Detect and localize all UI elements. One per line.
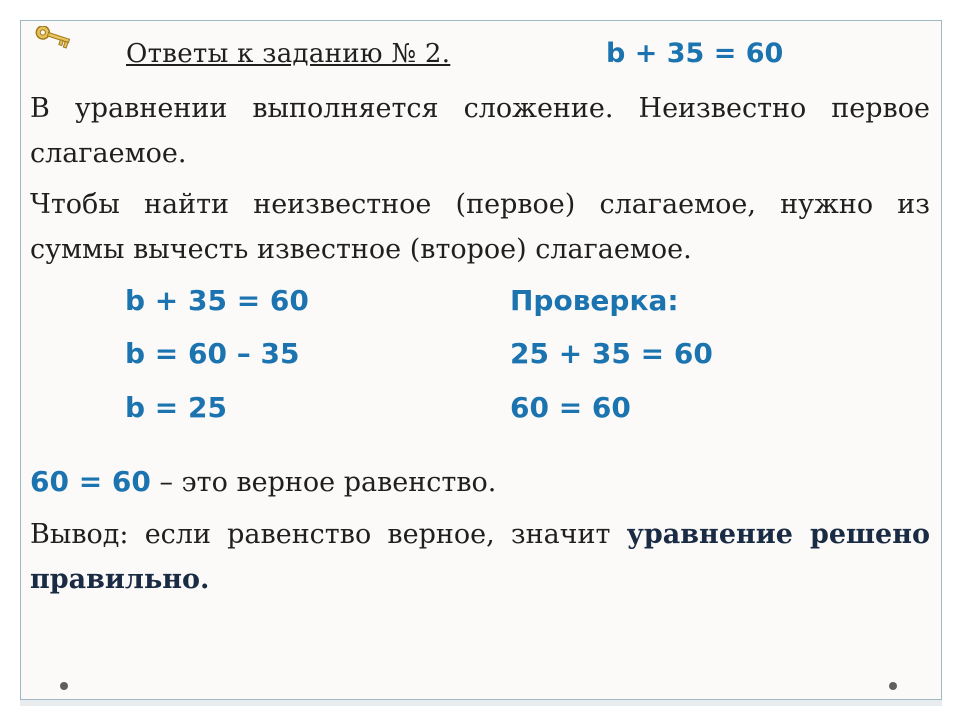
title-row xyxy=(0,34,960,74)
conclusion-text: Вывод: если равенство верное, значит xyxy=(30,519,627,550)
decorative-dot-left xyxy=(60,682,68,690)
conclusion-bold-text: уравнение решено правильно. xyxy=(30,519,930,595)
solution-step-3: b = 25 xyxy=(125,391,227,424)
check-label: Проверка: xyxy=(510,284,679,317)
check-step-2: 60 = 60 xyxy=(510,391,631,424)
solution-step-2: b = 60 – 35 xyxy=(125,337,300,370)
verdict-text: – это верное равенство. xyxy=(150,467,497,498)
verdict-equation: 60 = 60 xyxy=(30,465,151,498)
frame-shadow xyxy=(20,700,942,706)
decorative-dot-right xyxy=(889,682,897,690)
slide-title: Ответы к заданию № 2. xyxy=(126,39,451,69)
conclusion-paragraph xyxy=(30,512,930,602)
solution-step-1: b + 35 = 60 xyxy=(125,284,309,317)
paragraph-rule: Чтобы найти неизвестное (первое) слагаемое, нужно из суммы вычесть известное (второе) слагаемое. xyxy=(30,189,930,265)
check-step-1: 25 + 35 = 60 xyxy=(510,337,713,370)
title-equation: b + 35 = 60 xyxy=(606,38,784,69)
paragraph-operation: В уравнении выполняется сложение. Неизвестно первое слагаемое. xyxy=(30,93,930,169)
verdict-line xyxy=(30,461,496,504)
